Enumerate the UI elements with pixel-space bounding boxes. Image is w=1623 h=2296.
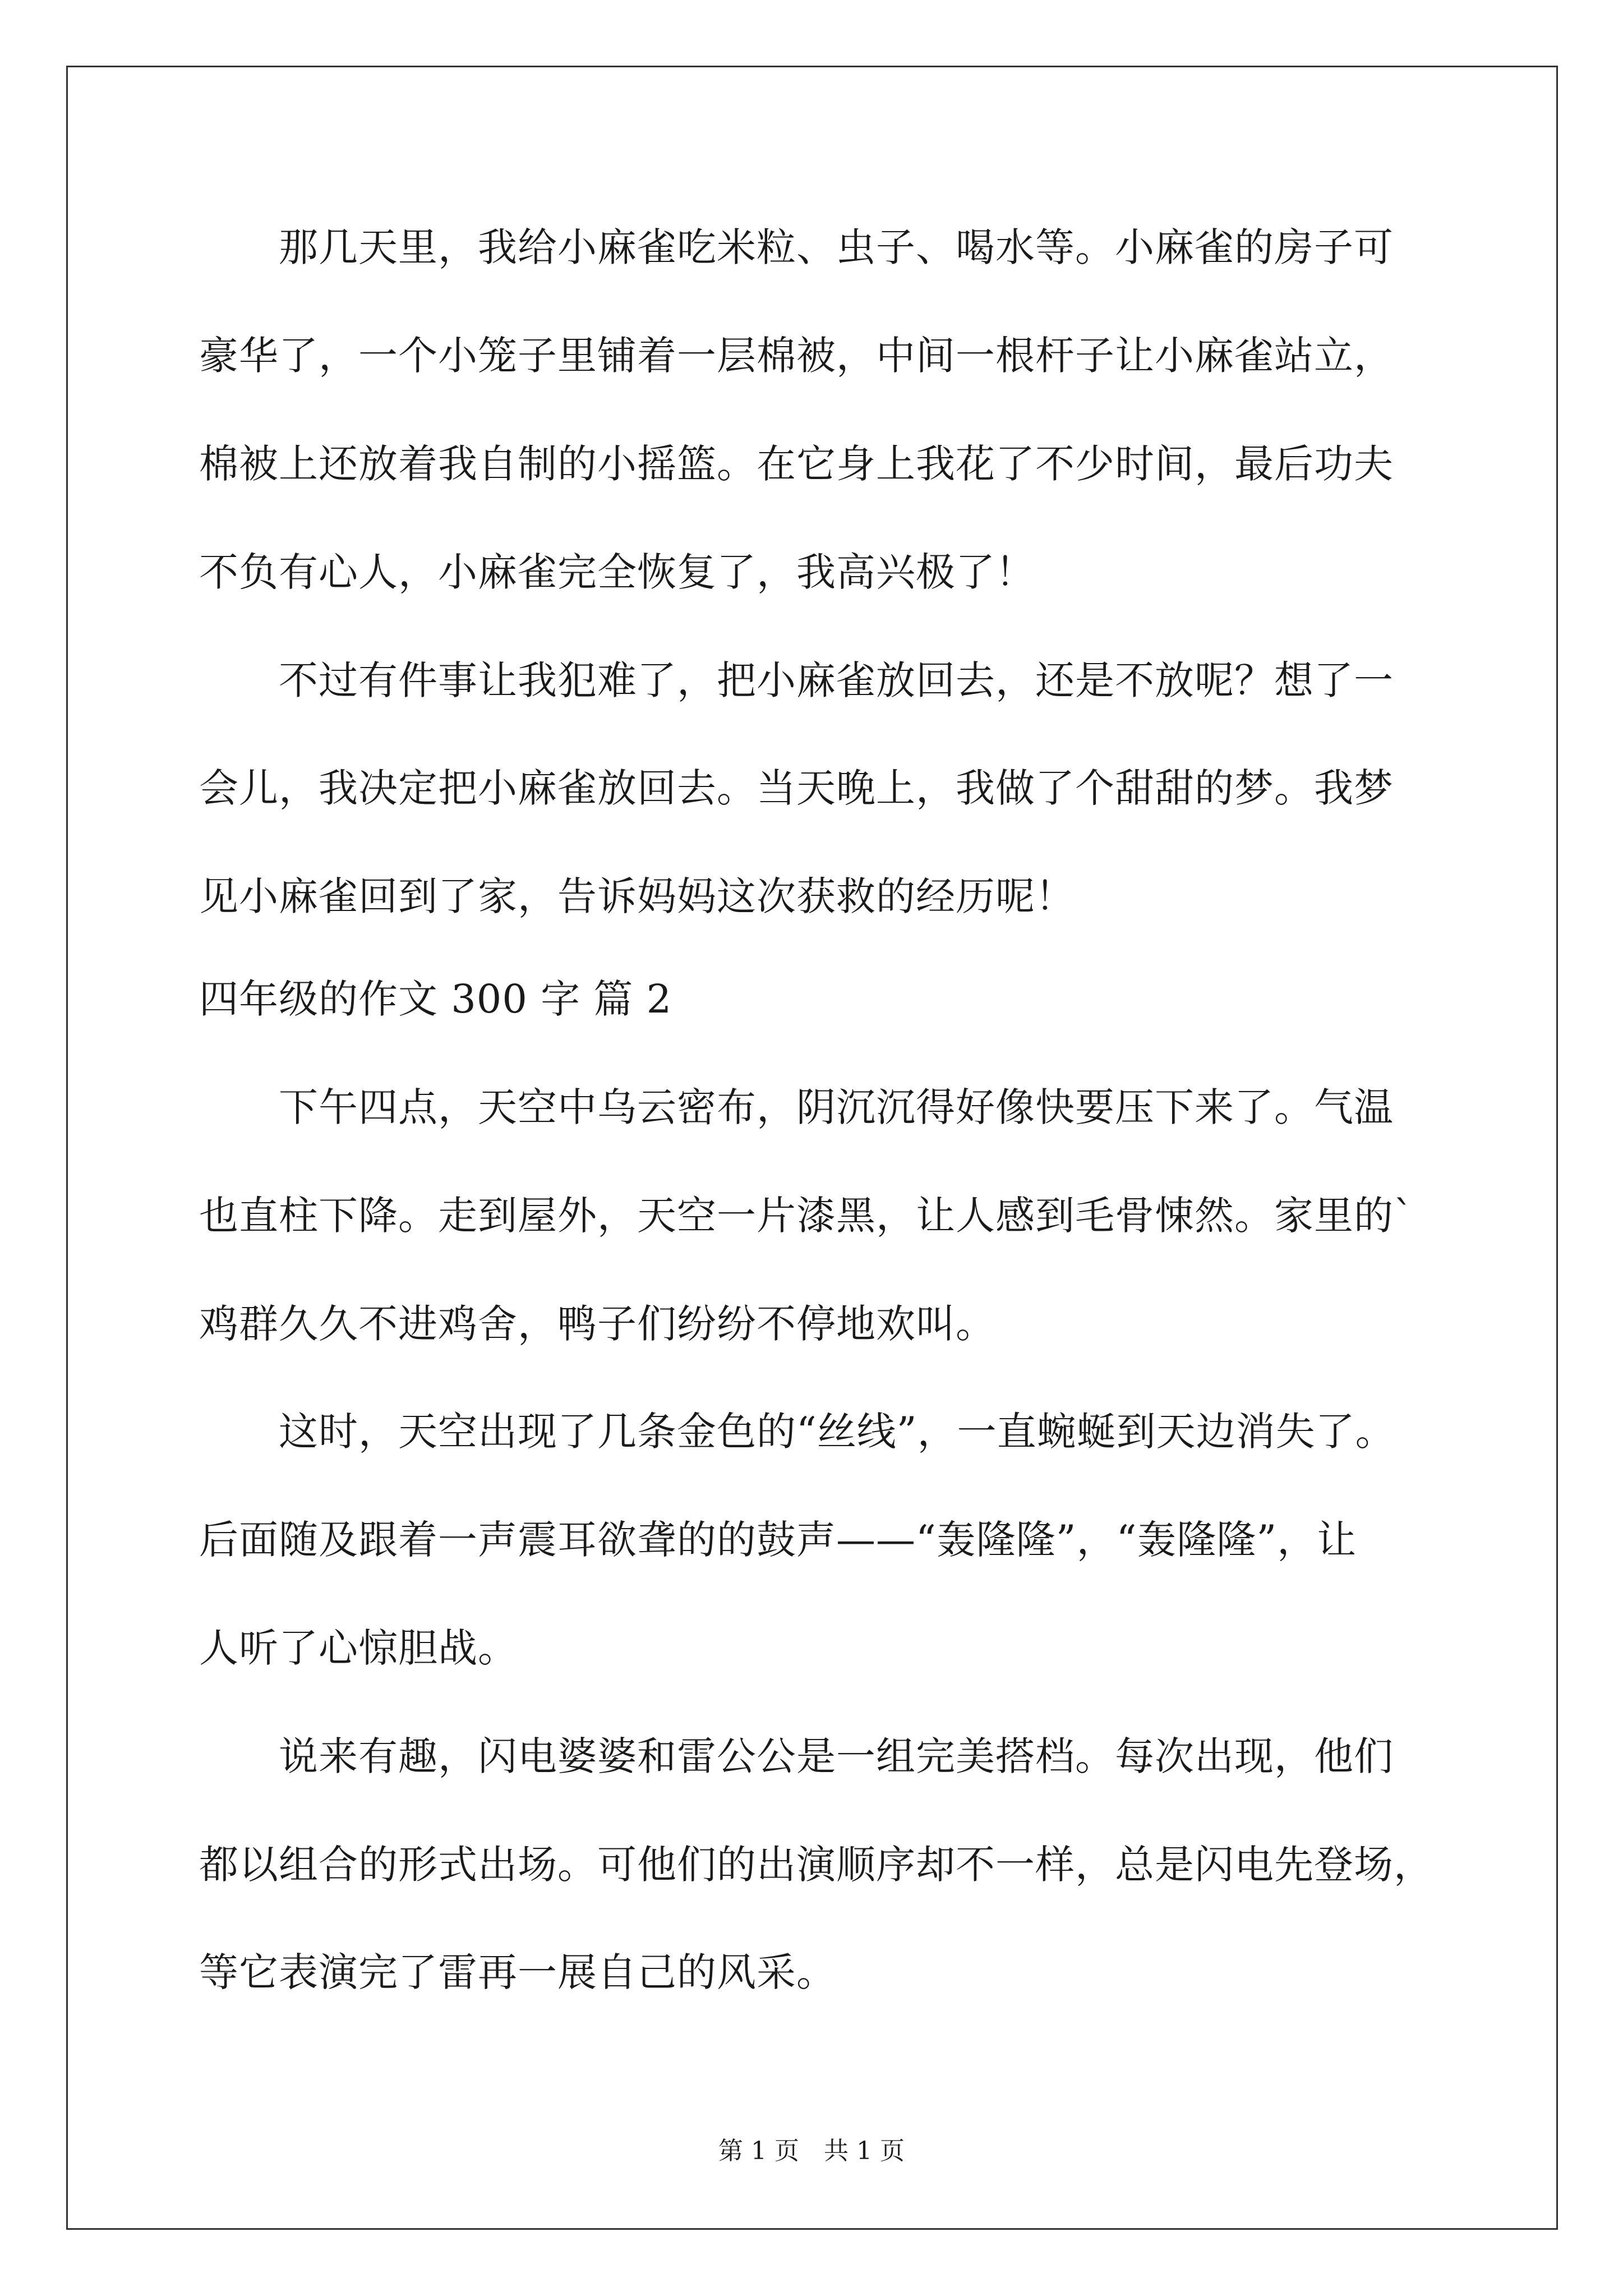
paragraph-line: 会儿，我决定把小麻雀放回去。当天晚上，我做了个甜甜的梦。我梦 [199, 765, 1394, 811]
paragraph-line: 人听了心惊胆战。 [199, 1625, 518, 1671]
paragraph-line: 不过有件事让我犯难了，把小麻雀放回去，还是不放呢？想了一 [199, 657, 1394, 703]
paragraph-line: 等它表演完了雷再一展自己的风采。 [199, 1949, 836, 1995]
paragraph-line: 豪华了，一个小笼子里铺着一层棉被，中间一根杆子让小麻雀站立， [199, 333, 1394, 379]
paragraph-line: 见小麻雀回到了家，告诉妈妈这次获救的经历呢！ [199, 873, 1075, 919]
paragraph-line: 也直柱下降。走到屋外，天空一片漆黑，让人感到毛骨悚然。家里的` [199, 1193, 1414, 1239]
paragraph-line: 都以组合的形式出场。可他们的出演顺序却不一样，总是闪电先登场， [199, 1842, 1433, 1888]
paragraph-line: 下午四点，天空中乌云密布，阴沉沉得好像快要压下来了。气温 [199, 1084, 1394, 1130]
paragraph-line: 后面随及跟着一声震耳欲聋的的鼓声——“轰隆隆”，“轰隆隆”，让 [199, 1517, 1357, 1563]
paragraph-line: 那几天里，我给小麻雀吃米粒、虫子、喝水等。小麻雀的房子可 [199, 224, 1394, 270]
paragraph-line: 鸡群久久不进鸡舍，鸭子们纷纷不停地欢叫。 [199, 1301, 995, 1347]
paragraph-line: 不负有心人，小麻雀完全恢复了，我高兴极了！ [199, 549, 1035, 595]
page-number-footer: 第 1 页 共 1 页 [718, 2137, 905, 2165]
paragraph-line: 说来有趣，闪电婆婆和雷公公是一组完美搭档。每次出现，他们 [199, 1733, 1394, 1779]
page-border [66, 66, 1558, 2230]
paragraph-line: 棉被上还放着我自制的小摇篮。在它身上我花了不少时间，最后功夫 [199, 441, 1394, 487]
section-heading: 四年级的作文 300 字 篇 2 [199, 976, 672, 1022]
paragraph-line: 这时，天空出现了几条金色的“丝线”，一直蜿蜒到天边消失了。 [199, 1409, 1395, 1455]
